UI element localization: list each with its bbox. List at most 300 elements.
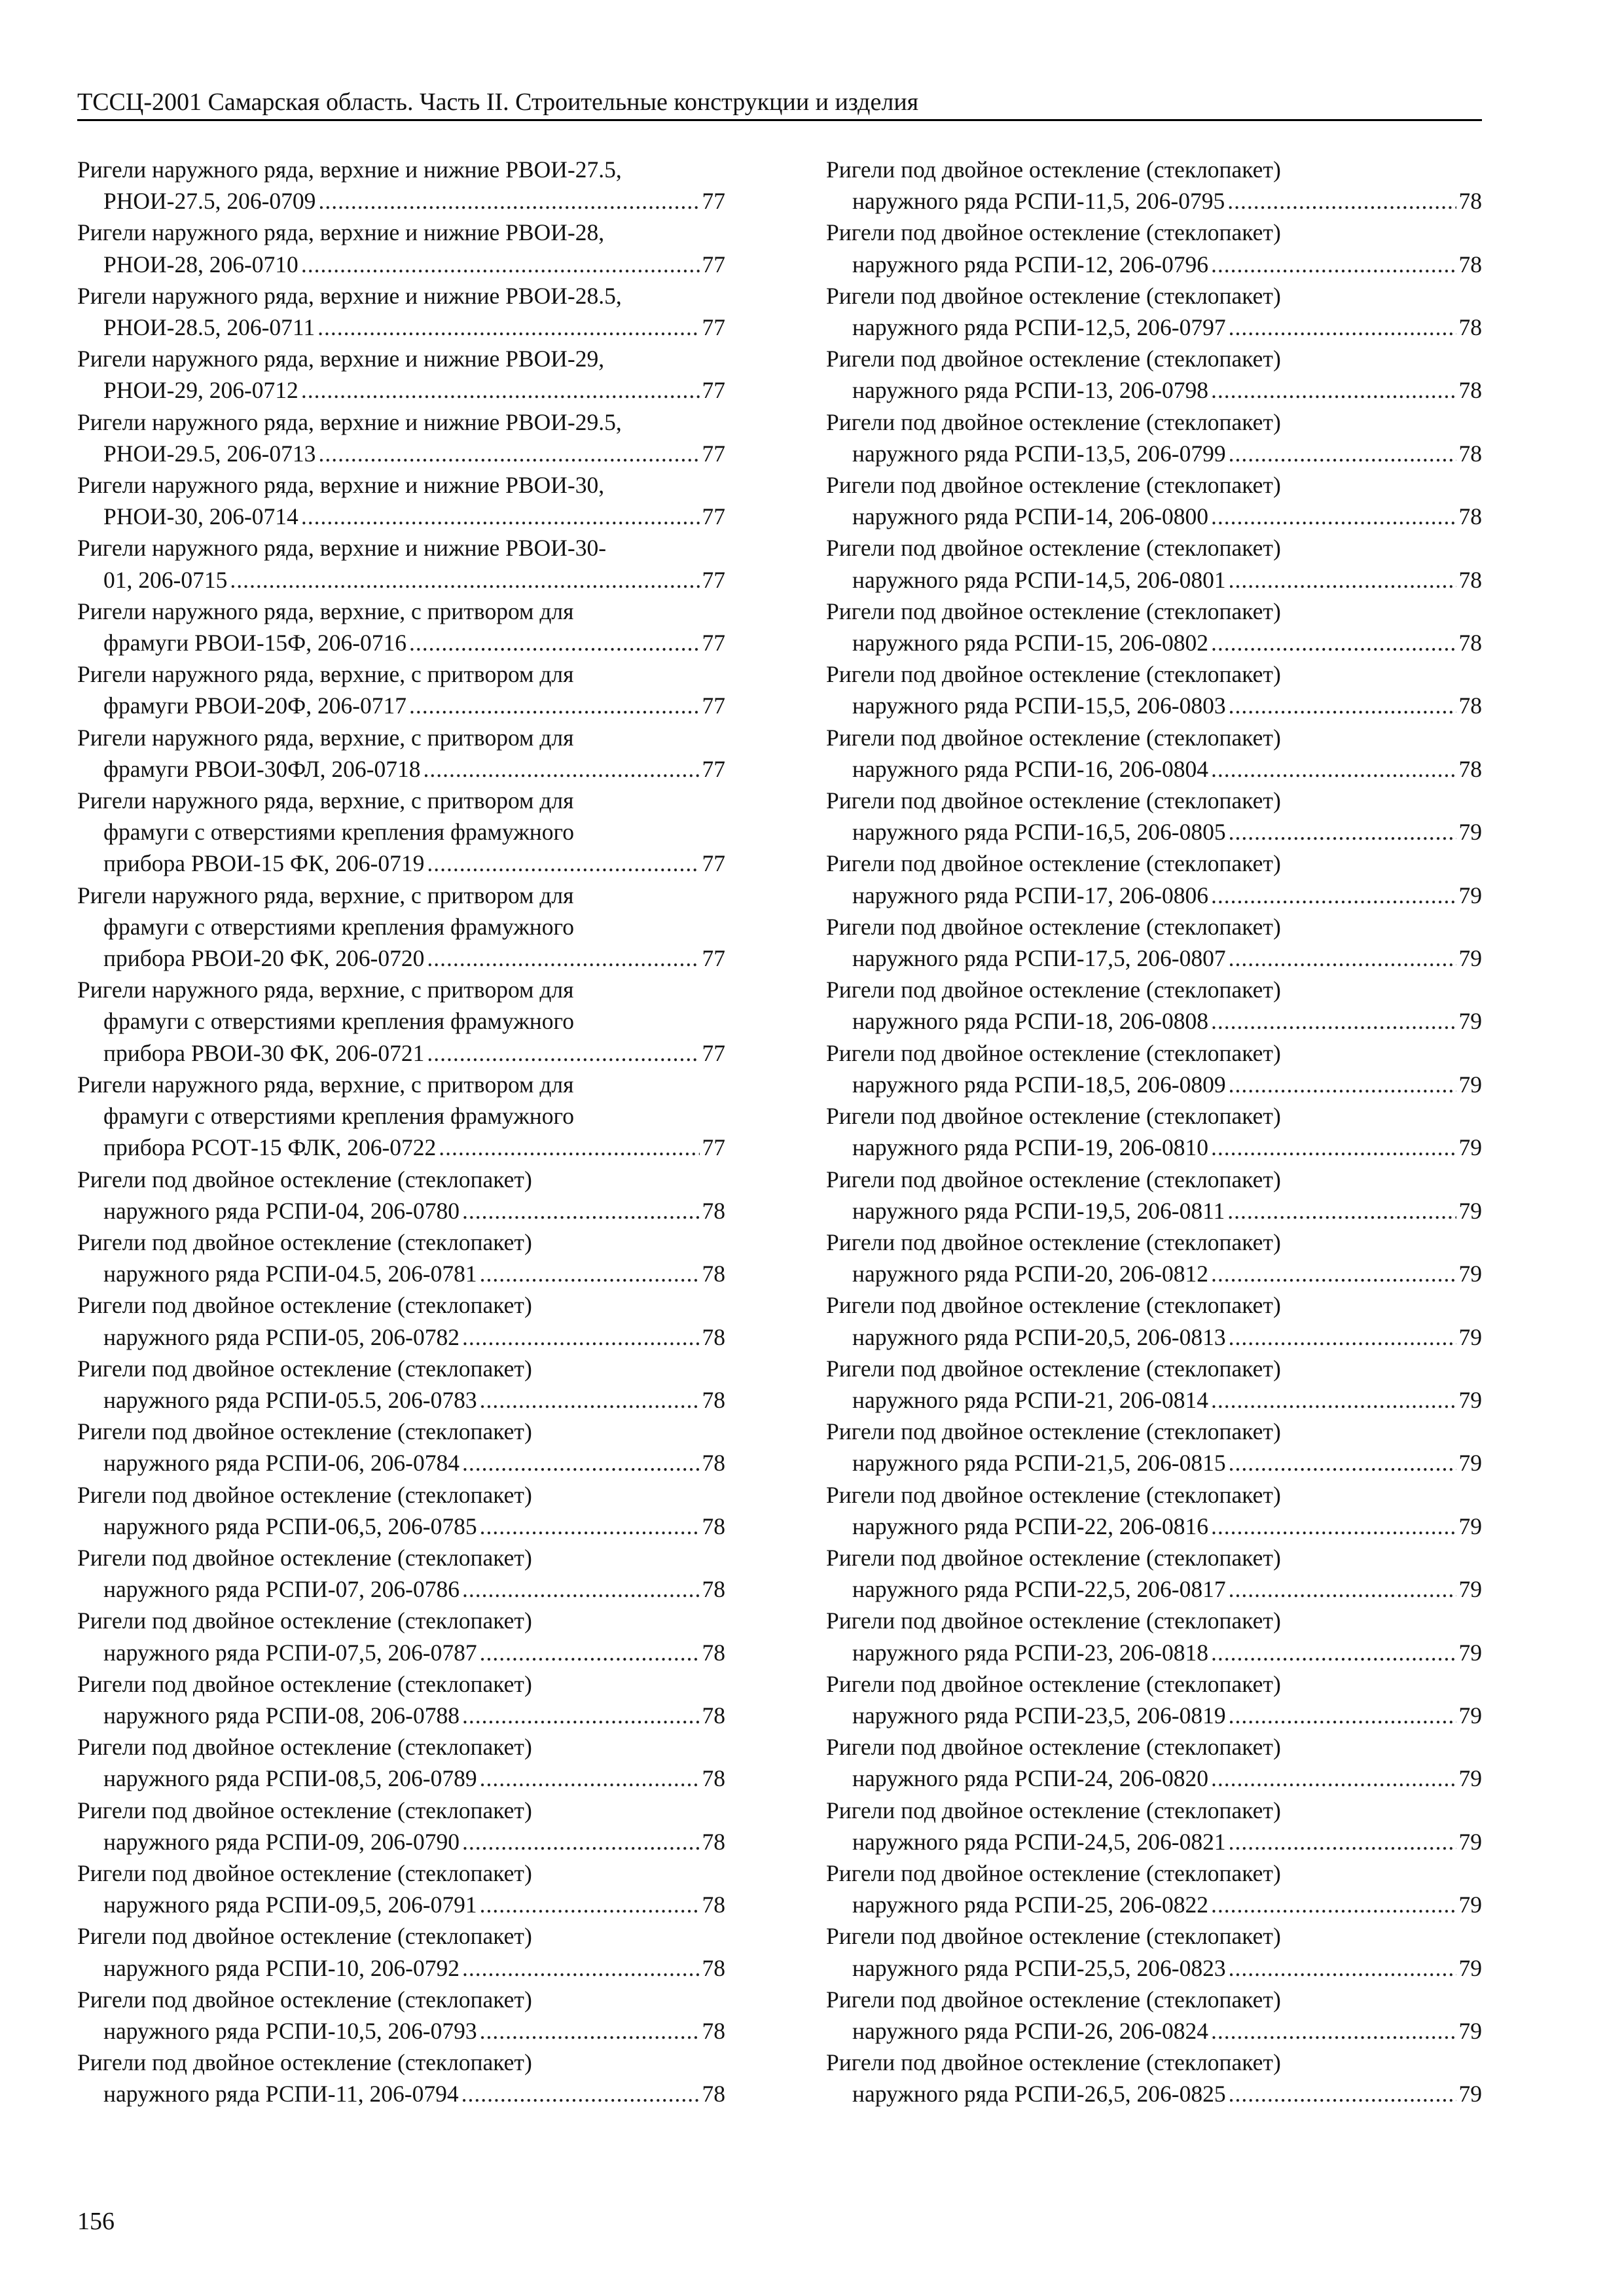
entry-text-line: Ригели под двойное остекление (стеклопакет): [826, 1986, 1281, 2013]
entry-last-line: [77, 312, 725, 343]
index-entry: [826, 1037, 1482, 1100]
entry-page-number: 77: [702, 440, 725, 467]
index-entry: [826, 1668, 1482, 1731]
entry-text-line: Ригели под двойное остекление (стеклопакет): [826, 1607, 1281, 1634]
entry-last-line: [826, 2078, 1482, 2109]
entry-page-number: 77: [702, 755, 725, 782]
entry-code-text: прибора РВОИ-30 ФК, 206-0721: [103, 1039, 425, 1066]
entry-text-line: Ригели под двойное остекление (стеклопакет): [826, 282, 1281, 309]
dot-leader: [1211, 1132, 1456, 1163]
entry-last-line: [77, 1132, 725, 1163]
index-entry: [77, 1920, 725, 1983]
entry-text-line: Ригели под двойное остекление (стеклопакет): [77, 1166, 532, 1193]
index-entry: [77, 1731, 725, 1794]
entry-page-number: 77: [702, 251, 725, 278]
entry-code-text: РНОИ-30, 206-0714: [103, 503, 298, 530]
entry-page-number: 77: [702, 566, 725, 593]
entry-last-line: [77, 753, 725, 785]
entry-last-line: [826, 1258, 1482, 1289]
dot-leader: [1211, 2015, 1456, 2047]
entry-code-text: наружного ряда РСПИ-24, 206-0820: [852, 1765, 1208, 1792]
entry-page-number: 79: [1458, 819, 1482, 846]
entry-code-text: наружного ряда РСПИ-06, 206-0784: [103, 1450, 460, 1477]
entry-code-text: РНОИ-29, 206-0712: [103, 377, 298, 404]
index-entry: [77, 974, 725, 1069]
entry-text-line: фрамуги с отверстиями крепления фрамужного: [103, 913, 574, 940]
entry-last-line: [77, 1447, 725, 1479]
entry-code-text: наружного ряда РСПИ-20,5, 206-0813: [852, 1323, 1226, 1350]
entry-code-text: РНОИ-27.5, 206-0709: [103, 188, 316, 215]
entry-last-line: [77, 1384, 725, 1416]
entry-text-line: Ригели под двойное остекление (стеклопакет): [826, 408, 1281, 435]
dot-leader: [480, 1258, 700, 1289]
entry-text-line: фрамуги с отверстиями крепления фрамужного: [103, 819, 574, 846]
dot-leader: [1229, 1069, 1456, 1100]
entry-code-text: наружного ряда РСПИ-06,5, 206-0785: [103, 1513, 477, 1539]
entry-page-number: 79: [1458, 945, 1482, 972]
entry-page-number: 78: [1458, 630, 1482, 656]
entry-page-number: 79: [1458, 1197, 1482, 1224]
entry-text-line: Ригели под двойное остекление (стеклопакет): [826, 1670, 1281, 1697]
dot-leader: [317, 312, 699, 343]
entry-page-number: 77: [702, 945, 725, 972]
entry-page-number: 78: [702, 1513, 725, 1539]
entry-text-line: Ригели под двойное остекление (стеклопакет): [826, 346, 1281, 372]
dot-leader: [462, 1195, 700, 1227]
index-entry: [826, 1353, 1482, 1416]
dot-leader: [1211, 1005, 1456, 1037]
entry-text-line: Ригели наружного ряда, верхние и нижние РВОИ-29.5,: [77, 408, 622, 435]
entry-text-line: фрамуги с отверстиями крепления фрамужного: [103, 1008, 574, 1035]
entry-code-text: наружного ряда РСПИ-04, 206-0780: [103, 1197, 460, 1224]
page-number: 156: [77, 2208, 115, 2235]
entry-last-line: [826, 1573, 1482, 1605]
entry-text-line: Ригели под двойное остекление (стеклопакет): [826, 472, 1281, 499]
index-entry: [826, 1227, 1482, 1289]
dot-leader: [462, 1952, 700, 1984]
dot-leader: [1211, 1637, 1456, 1668]
dot-leader: [409, 690, 699, 721]
entry-text-line: Ригели под двойное остекление (стеклопакет): [826, 1229, 1281, 1255]
index-entry: [77, 532, 725, 595]
entry-page-number: 79: [1458, 1323, 1482, 1350]
index-entry: [826, 1920, 1482, 1983]
entry-text-line: Ригели наружного ряда, верхние и нижние РВОИ-30,: [77, 472, 605, 499]
dot-leader: [462, 1321, 700, 1353]
entry-page-number: 77: [702, 692, 725, 719]
entry-code-text: РНОИ-29.5, 206-0713: [103, 440, 316, 467]
dot-leader: [1211, 249, 1456, 280]
dot-leader: [1229, 1700, 1456, 1731]
index-entry: [826, 1857, 1482, 1920]
dot-leader: [1211, 1258, 1456, 1289]
entry-text-line: Ригели под двойное остекление (стеклопакет): [77, 1859, 532, 1886]
entry-text-line: Ригели под двойное остекление (стеклопакет): [826, 156, 1281, 183]
entry-code-text: наружного ряда РСПИ-18,5, 206-0809: [852, 1071, 1226, 1098]
index-entry: [77, 1984, 725, 2047]
entry-last-line: [826, 627, 1482, 658]
entry-page-number: 77: [702, 503, 725, 530]
entry-last-line: [77, 1952, 725, 1984]
dot-leader: [480, 1384, 700, 1416]
index-entry: [826, 1795, 1482, 1857]
entry-page-number: 78: [702, 1197, 725, 1224]
entry-page-number: 79: [1458, 1639, 1482, 1666]
entry-page-number: 79: [1458, 1892, 1482, 1918]
entry-text-line: Ригели под двойное остекление (стеклопакет): [826, 1166, 1281, 1193]
dot-leader: [1229, 816, 1456, 848]
entry-code-text: наружного ряда РСПИ-18, 206-0808: [852, 1008, 1208, 1035]
dot-leader: [427, 1037, 699, 1069]
entry-last-line: [77, 690, 725, 721]
index-entry: [77, 1795, 725, 1857]
index-entry: [77, 343, 725, 406]
dot-leader: [1211, 1763, 1456, 1794]
dot-leader: [480, 1511, 700, 1542]
entry-code-text: наружного ряда РСПИ-25, 206-0822: [852, 1892, 1208, 1918]
index-entry: [826, 343, 1482, 406]
entry-text-line: Ригели наружного ряда, верхние, с притвором для: [77, 882, 574, 908]
dot-leader: [1227, 1195, 1456, 1227]
entry-text-line: Ригели под двойное остекление (стеклопакет): [826, 787, 1281, 814]
entry-code-text: наружного ряда РСПИ-17,5, 206-0807: [852, 945, 1226, 972]
entry-text-line: Ригели под двойное остекление (стеклопакет): [77, 1292, 532, 1319]
entry-text-line: Ригели под двойное остекление (стеклопакет): [77, 1355, 532, 1382]
entry-code-text: наружного ряда РСПИ-19,5, 206-0811: [852, 1197, 1225, 1224]
index-entry: [77, 1857, 725, 1920]
entry-last-line: [77, 1037, 725, 1069]
dot-leader: [301, 501, 700, 532]
dot-leader: [318, 438, 699, 469]
entry-code-text: наружного ряда РСПИ-13,5, 206-0799: [852, 440, 1226, 467]
entry-last-line: [826, 1005, 1482, 1037]
entry-last-line: [826, 438, 1482, 469]
dot-leader: [462, 1573, 700, 1605]
entry-text-line: Ригели под двойное остекление (стеклопакет): [826, 977, 1281, 1003]
entry-page-number: 78: [1458, 692, 1482, 719]
entry-code-text: прибора РВОИ-20 ФК, 206-0720: [103, 945, 425, 972]
entry-code-text: наружного ряда РСПИ-25,5, 206-0823: [852, 1954, 1226, 1981]
index-entry: [77, 1164, 725, 1227]
dot-leader: [1229, 1447, 1456, 1479]
entry-last-line: [77, 564, 725, 596]
entry-code-text: наружного ряда РСПИ-11, 206-0794: [103, 2081, 459, 2108]
entry-text-line: Ригели под двойное остекление (стеклопакет): [77, 1670, 532, 1697]
entry-last-line: [77, 848, 725, 879]
entry-last-line: [77, 1195, 725, 1227]
entry-last-line: [77, 1511, 725, 1542]
entry-code-text: наружного ряда РСПИ-07,5, 206-0787: [103, 1639, 477, 1666]
index-entry: [77, 722, 725, 785]
index-entry: [826, 785, 1482, 848]
entry-page-number: 78: [1458, 314, 1482, 341]
index-entry: [826, 406, 1482, 469]
entry-code-text: наружного ряда РСПИ-14, 206-0800: [852, 503, 1208, 530]
index-entry: [77, 406, 725, 469]
entry-text-line: Ригели под двойное остекление (стеклопакет): [826, 1734, 1281, 1761]
entry-text-line: Ригели под двойное остекление (стеклопакет): [826, 724, 1281, 751]
entry-code-text: наружного ряда РСПИ-09, 206-0790: [103, 1828, 460, 1855]
dot-leader: [301, 249, 700, 280]
entry-code-text: наружного ряда РСПИ-14,5, 206-0801: [852, 566, 1226, 593]
entry-last-line: [826, 1447, 1482, 1479]
index-entry: [77, 1069, 725, 1164]
index-entry: [826, 848, 1482, 910]
entry-code-text: наружного ряда РСПИ-05, 206-0782: [103, 1323, 460, 1350]
entry-last-line: [826, 1637, 1482, 1668]
entry-text-line: Ригели наружного ряда, верхние, с притвором для: [77, 598, 574, 624]
dot-leader: [1211, 627, 1456, 658]
entry-last-line: [826, 1952, 1482, 1984]
entry-text-line: Ригели под двойное остекление (стеклопакет): [826, 661, 1281, 688]
dot-leader: [230, 564, 699, 596]
entry-last-line: [826, 880, 1482, 911]
entry-code-text: наружного ряда РСПИ-16,5, 206-0805: [852, 819, 1226, 846]
entry-text-line: Ригели под двойное остекление (стеклопакет): [77, 1229, 532, 1255]
index-entry: [826, 2047, 1482, 2109]
entry-page-number: 78: [1458, 566, 1482, 593]
entry-code-text: прибора РВОИ-15 ФК, 206-0719: [103, 850, 425, 877]
entry-text-line: Ригели под двойное остекление (стеклопакет): [77, 1923, 532, 1950]
entry-last-line: [826, 564, 1482, 596]
entry-code-text: прибора РСОТ-15 ФЛК, 206-0722: [103, 1134, 437, 1161]
entry-text-line: Ригели под двойное остекление (стеклопакет): [826, 1355, 1281, 1382]
dot-leader: [1229, 564, 1456, 596]
entry-last-line: [77, 1321, 725, 1353]
entry-text-line: Ригели под двойное остекление (стеклопакет): [826, 1481, 1281, 1508]
entry-page-number: 77: [702, 1039, 725, 1066]
dot-leader: [480, 2015, 700, 2047]
entry-text-line: Ригели наружного ряда, верхние, с притвором для: [77, 724, 574, 751]
entry-last-line: [77, 2015, 725, 2047]
dot-leader: [480, 1889, 700, 1920]
index-column-left: [77, 154, 725, 2110]
dot-leader: [1229, 438, 1456, 469]
entry-code-text: наружного ряда РСПИ-10,5, 206-0793: [103, 2017, 477, 2044]
dot-leader: [1229, 1321, 1456, 1353]
dot-leader: [462, 1447, 700, 1479]
index-entry: [77, 1353, 725, 1416]
dot-leader: [1229, 690, 1456, 721]
dot-leader: [480, 1763, 700, 1794]
entry-page-number: 78: [1458, 251, 1482, 278]
entry-page-number: 78: [1458, 188, 1482, 215]
entry-text-line: Ригели наружного ряда, верхние, с притвором для: [77, 787, 574, 814]
entry-last-line: [77, 374, 725, 406]
entry-text-line: Ригели под двойное остекление (стеклопакет): [77, 1607, 532, 1634]
dot-leader: [1229, 1952, 1456, 1984]
entry-code-text: наружного ряда РСПИ-20, 206-0812: [852, 1261, 1208, 1287]
entry-last-line: [826, 1826, 1482, 1857]
entry-page-number: 79: [1458, 1828, 1482, 1855]
entry-last-line: [826, 942, 1482, 974]
index-entry: [826, 154, 1482, 217]
entry-page-number: 79: [1458, 1261, 1482, 1287]
entry-last-line: [77, 1700, 725, 1731]
dot-leader: [1211, 374, 1456, 406]
entry-text-line: Ригели под двойное остекление (стеклопакет): [77, 1481, 532, 1508]
entry-code-text: наружного ряда РСПИ-11,5, 206-0795: [852, 188, 1225, 215]
entry-text-line: Ригели под двойное остекление (стеклопакет): [826, 913, 1281, 940]
index-entry: [77, 217, 725, 279]
entry-page-number: 77: [702, 314, 725, 341]
dot-leader: [1211, 501, 1456, 532]
index-entry: [826, 1289, 1482, 1352]
entry-text-line: Ригели под двойное остекление (стеклопакет): [77, 1734, 532, 1761]
dot-leader: [1227, 185, 1456, 217]
entry-text-line: Ригели под двойное остекление (стеклопакет): [826, 1292, 1281, 1319]
entry-last-line: [826, 312, 1482, 343]
entry-code-text: наружного ряда РСПИ-15,5, 206-0803: [852, 692, 1226, 719]
entry-last-line: [77, 1889, 725, 1920]
dot-leader: [1229, 1573, 1456, 1605]
entry-code-text: наружного ряда РСПИ-10, 206-0792: [103, 1954, 460, 1981]
entry-text-line: Ригели наружного ряда, верхние и нижние РВОИ-28.5,: [77, 282, 622, 309]
index-entry: [826, 469, 1482, 532]
index-entry: [826, 596, 1482, 658]
entry-code-text: наружного ряда РСПИ-13, 206-0798: [852, 377, 1208, 404]
entry-last-line: [826, 1384, 1482, 1416]
entry-page-number: 79: [1458, 1008, 1482, 1035]
entry-code-text: РНОИ-28, 206-0710: [103, 251, 298, 278]
dot-leader: [427, 848, 699, 879]
entry-last-line: [826, 501, 1482, 532]
entry-text-line: Ригели под двойное остекление (стеклопакет): [826, 2049, 1281, 2076]
entry-page-number: 78: [702, 1954, 725, 1981]
entry-last-line: [826, 1132, 1482, 1163]
index-entry: [77, 596, 725, 658]
entry-code-text: наружного ряда РСПИ-09,5, 206-0791: [103, 1892, 477, 1918]
dot-leader: [1229, 1826, 1456, 1857]
entry-text-line: Ригели под двойное остекление (стеклопакет): [826, 850, 1281, 877]
index-entry: [77, 280, 725, 343]
entry-last-line: [826, 249, 1482, 280]
entry-page-number: 78: [1458, 377, 1482, 404]
entry-page-number: 77: [702, 1134, 725, 1161]
index-entry: [826, 1164, 1482, 1227]
index-entry: [77, 469, 725, 532]
entry-page-number: 78: [702, 1450, 725, 1477]
index-entry: [826, 280, 1482, 343]
entry-page-number: 78: [1458, 503, 1482, 530]
entry-page-number: 78: [702, 1702, 725, 1729]
entry-text-line: Ригели под двойное остекление (стеклопакет): [77, 1418, 532, 1445]
entry-page-number: 78: [702, 1576, 725, 1603]
entry-page-number: 78: [702, 1828, 725, 1855]
entry-code-text: наружного ряда РСПИ-08,5, 206-0789: [103, 1765, 477, 1792]
index-entry: [826, 1479, 1482, 1542]
dot-leader: [427, 942, 699, 974]
dot-leader: [409, 627, 699, 658]
entry-last-line: [826, 2015, 1482, 2047]
entry-page-number: 78: [702, 1386, 725, 1413]
index-entry: [826, 1984, 1482, 2047]
entry-last-line: [77, 1826, 725, 1857]
entry-page-number: 78: [702, 1639, 725, 1666]
entry-last-line: [77, 1637, 725, 1668]
entry-last-line: [77, 1573, 725, 1605]
entry-code-text: наружного ряда РСПИ-26, 206-0824: [852, 2017, 1208, 2044]
entry-text-line: Ригели под двойное остекление (стеклопакет): [826, 1859, 1281, 1886]
index-entry: [826, 911, 1482, 974]
entry-text-line: Ригели наружного ряда, верхние и нижние РВОИ-28,: [77, 219, 605, 246]
entry-text-line: Ригели под двойное остекление (стеклопакет): [826, 1103, 1281, 1130]
entry-last-line: [826, 1195, 1482, 1227]
dot-leader: [1229, 942, 1456, 974]
index-entry: [826, 1605, 1482, 1668]
entry-last-line: [826, 1763, 1482, 1794]
entry-text-line: Ригели под двойное остекление (стеклопакет): [826, 1418, 1281, 1445]
entry-page-number: 78: [702, 1765, 725, 1792]
dot-leader: [462, 1700, 700, 1731]
entry-text-line: Ригели наружного ряда, верхние, с притвором для: [77, 661, 574, 688]
dot-leader: [318, 185, 699, 217]
entry-page-number: 79: [1458, 1954, 1482, 1981]
entry-last-line: [826, 1700, 1482, 1731]
entry-code-text: наружного ряда РСПИ-22, 206-0816: [852, 1513, 1208, 1539]
entry-code-text: наружного ряда РСПИ-12,5, 206-0797: [852, 314, 1226, 341]
entry-code-text: наружного ряда РСПИ-17, 206-0806: [852, 882, 1208, 908]
entry-last-line: [77, 185, 725, 217]
entry-text-line: Ригели под двойное остекление (стеклопакет): [77, 1986, 532, 2013]
index-column-right: [826, 154, 1482, 2110]
entry-code-text: наружного ряда РСПИ-19, 206-0810: [852, 1134, 1208, 1161]
entry-last-line: [826, 753, 1482, 785]
entry-code-text: наружного ряда РСПИ-23, 206-0818: [852, 1639, 1208, 1666]
index-entry: [826, 1731, 1482, 1794]
entry-last-line: [826, 1321, 1482, 1353]
index-entry: [77, 1542, 725, 1605]
entry-page-number: 78: [702, 2017, 725, 2044]
entry-last-line: [826, 816, 1482, 848]
dot-leader: [480, 1637, 700, 1668]
entry-code-text: наружного ряда РСПИ-12, 206-0796: [852, 251, 1208, 278]
entry-page-number: 78: [1458, 440, 1482, 467]
entry-page-number: 77: [702, 377, 725, 404]
entry-text-line: Ригели наружного ряда, верхние и нижние РВОИ-30-: [77, 535, 607, 562]
dot-leader: [1211, 1384, 1456, 1416]
entry-last-line: [826, 374, 1482, 406]
header-rule: [77, 119, 1482, 121]
index-entry: [77, 1605, 725, 1668]
entry-last-line: [826, 185, 1482, 217]
entry-text-line: Ригели под двойное остекление (стеклопакет): [77, 2049, 532, 2076]
entry-page-number: 79: [1458, 1513, 1482, 1539]
index-entry: [826, 658, 1482, 721]
dot-leader: [1211, 753, 1456, 785]
index-entry: [826, 974, 1482, 1037]
entry-code-text: наружного ряда РСПИ-23,5, 206-0819: [852, 1702, 1226, 1729]
entry-last-line: [77, 438, 725, 469]
entry-text-line: Ригели под двойное остекление (стеклопакет): [826, 1039, 1281, 1066]
entry-text-line: Ригели под двойное остекление (стеклопакет): [77, 1797, 532, 1823]
index-entry: [77, 2047, 725, 2109]
entry-page-number: 79: [1458, 1576, 1482, 1603]
dot-leader: [301, 374, 700, 406]
entry-text-line: Ригели наружного ряда, верхние и нижние РВОИ-29,: [77, 346, 605, 372]
entry-page-number: 77: [702, 630, 725, 656]
index-entry: [77, 154, 725, 217]
entry-code-text: фрамуги РВОИ-30ФЛ, 206-0718: [103, 755, 421, 782]
entry-code-text: наружного ряда РСПИ-26,5, 206-0825: [852, 2081, 1226, 2108]
index-entry: [826, 217, 1482, 279]
entry-code-text: РНОИ-28.5, 206-0711: [103, 314, 316, 341]
entry-page-number: 79: [1458, 2081, 1482, 2108]
entry-code-text: фрамуги РВОИ-20Ф, 206-0717: [103, 692, 407, 719]
entry-page-number: 79: [1458, 1450, 1482, 1477]
dot-leader: [461, 2078, 700, 2109]
entry-text-line: Ригели под двойное остекление (стеклопакет): [826, 1797, 1281, 1823]
